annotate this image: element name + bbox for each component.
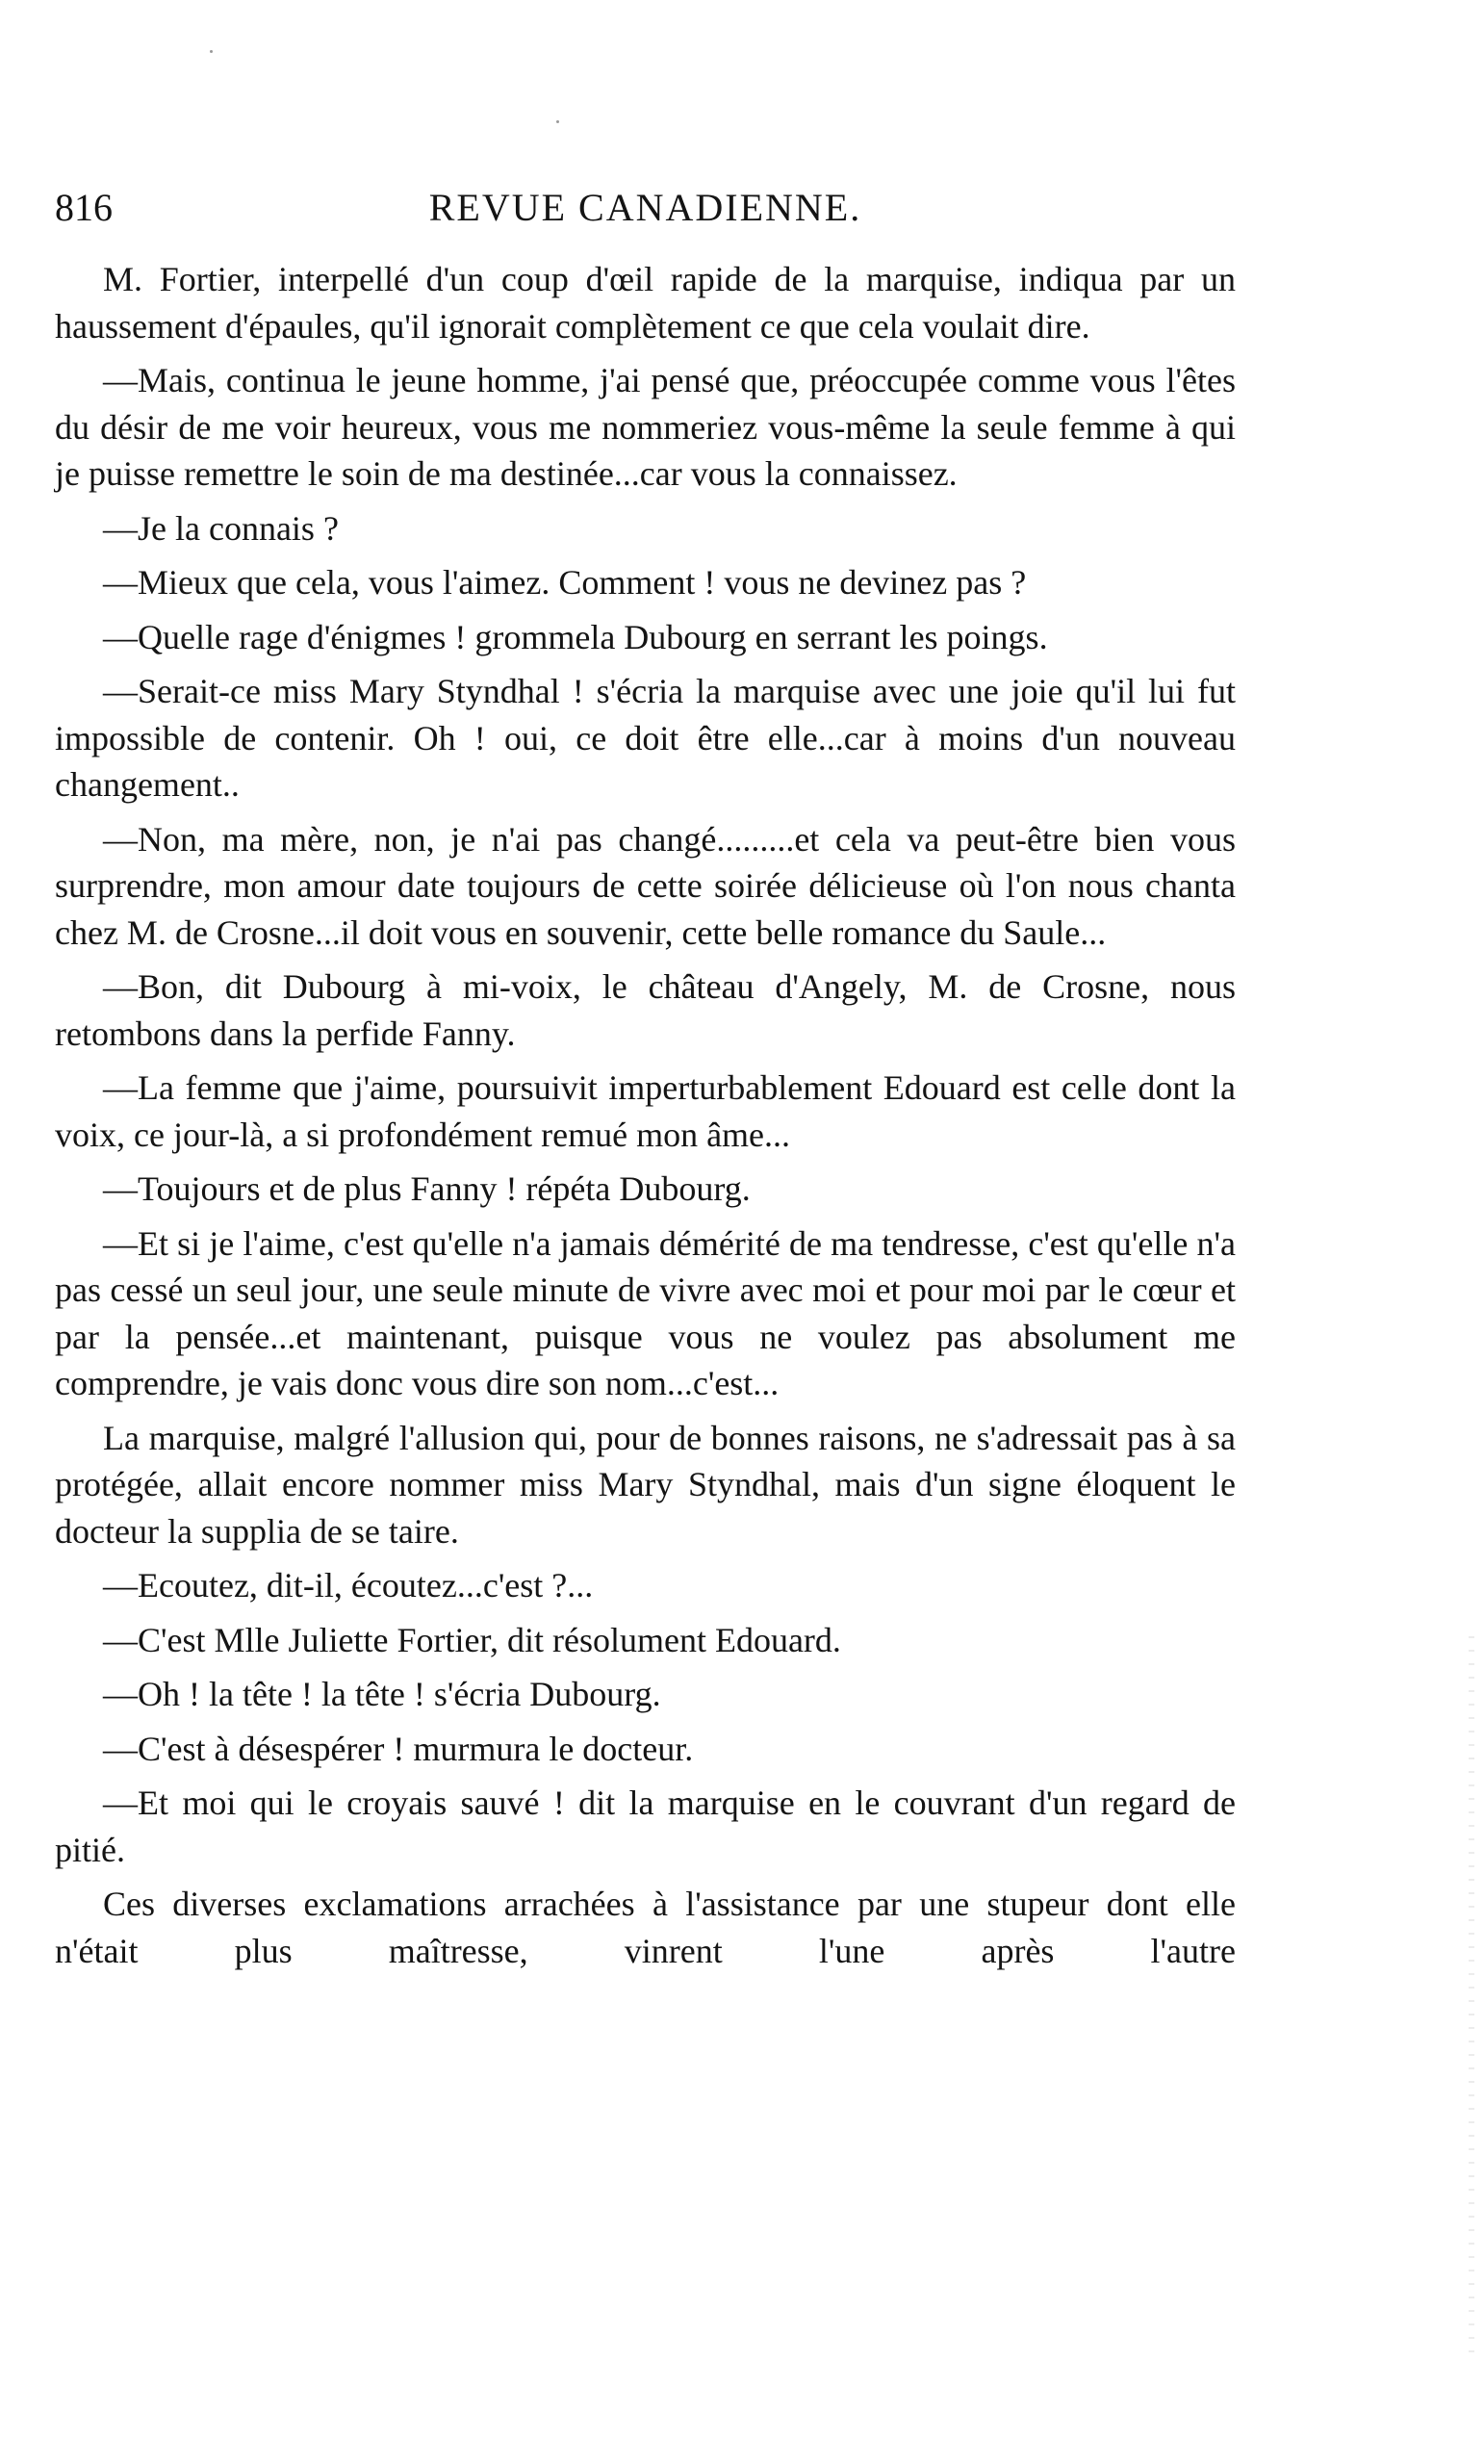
page-speck <box>556 120 559 123</box>
body-text <box>55 256 1236 1982</box>
paragraph: —Bon, dit Dubourg à mi-voix, le château d'Angely, M. de Crosne, nous retombons dans la perfide Fanny. <box>55 967 1236 1053</box>
page-number: 816 <box>55 186 113 229</box>
paragraph: —Oh ! la tête ! la tête ! s'écria Dubourg. <box>103 1675 661 1713</box>
paragraph: M. Fortier, interpellé d'un coup d'œil rapide de la marquise, indiqua par un haussement d'épaules, qu'il ignorait complètement ce que cela voulait dire. <box>55 260 1236 346</box>
paragraph: —Non, ma mère, non, je n'ai pas changé.........et cela va peut-être bien vous surprendre, mon amour date toujours de cette soirée délicieuse où l'on nous chanta chez M. de Crosne...il doit vous en souvenir, cette belle romance du Saule... <box>55 819 1236 952</box>
page-header <box>55 183 1236 233</box>
paragraph: La marquise, malgré l'allusion qui, pour de bonnes raisons, ne s'adressait pas à sa protégée, allait encore nommer miss Mary Styndhal, mais d'un signe éloquent le docteur la supplia de se taire. <box>55 1418 1236 1551</box>
paragraph: —Serait-ce miss Mary Styndhal ! s'écria la marquise avec une joie qu'il lui fut impossible de contenir. Oh ! oui, ce doit être elle...car à moins d'un nouveau changement.. <box>55 672 1236 804</box>
paragraph: —La femme que j'aime, poursuivit imperturbablement Edouard est celle dont la voix, ce jour-là, a si profondément remué mon âme... <box>55 1068 1236 1154</box>
paragraph: —Je la connais ? <box>103 508 339 548</box>
paragraph: —Mieux que cela, vous l'aimez. Comment ! vous ne devinez pas ? <box>103 563 1027 602</box>
paragraph: Ces diverses exclamations arrachées à l'assistance par une stupeur dont elle n'était plus maîtresse, vinrent l'une après l'autre <box>55 1885 1236 1970</box>
paragraph: —C'est à désespérer ! murmura le docteur. <box>103 1729 694 1768</box>
scan-edge-speckle <box>1469 1636 1474 2358</box>
paragraph: —Et moi qui le croyais sauvé ! dit la marquise en le couvrant d'un regard de pitié. <box>55 1784 1236 1869</box>
page-speck <box>210 50 213 53</box>
paragraph: —Et si je l'aime, c'est qu'elle n'a jamais démérité de ma tendresse, c'est qu'elle n'a pas cessé un seul jour, une seule minute de vivre avec moi et pour moi par le cœur et par la pensée...et maintenant, puisque vous ne voulez pas absolument me comprendre, je vais donc vous dire son nom...c'est... <box>55 1223 1236 1402</box>
paragraph: —Toujours et de plus Fanny ! répéta Dubourg. <box>103 1169 751 1208</box>
paragraph: —Ecoutez, dit-il, écoutez...c'est ?... <box>103 1566 594 1604</box>
paragraph: —Mais, continua le jeune homme, j'ai pensé que, préoccupée comme vous l'êtes du désir de me voir heureux, vous me nommeriez vous-même la seule femme à qui je puisse remettre le soin de ma destinée...car vous la connaissez. <box>55 361 1236 493</box>
paragraph: —Quelle rage d'énigmes ! grommela Dubourg en serrant les poings. <box>103 617 1048 656</box>
running-title: REVUE CANADIENNE. <box>428 186 862 229</box>
paragraph: —C'est Mlle Juliette Fortier, dit résolument Edouard. <box>103 1620 841 1659</box>
